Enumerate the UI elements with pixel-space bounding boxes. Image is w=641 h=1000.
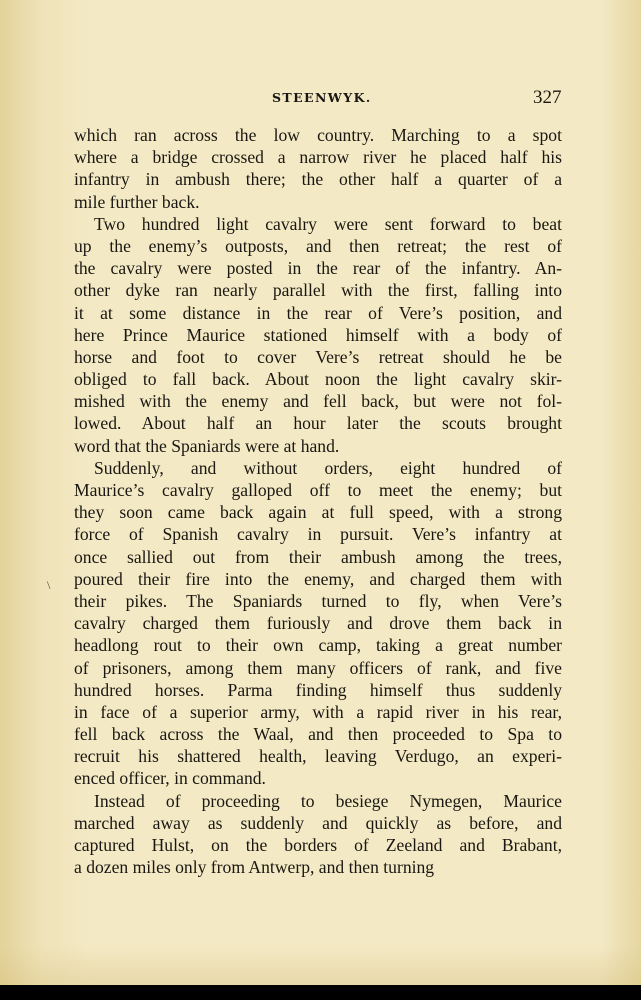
text-line: word that the Spaniards were at hand.	[74, 435, 340, 456]
scan-edge	[0, 985, 641, 1000]
body-text	[74, 124, 562, 878]
text-line: where a bridge crossed a narrow river he placed half his	[74, 147, 562, 168]
page-number: 327	[533, 87, 562, 108]
text-line: horse and foot to cover Vere’s retreat should he be	[74, 346, 562, 367]
text-line: obliged to fall back. About noon the light cavalry skir-	[74, 369, 562, 390]
text-line: they soon came back again at full speed, with a strong	[74, 502, 562, 523]
text-line: a dozen miles only from Antwerp, and then turning	[74, 857, 435, 878]
text-line: cavalry charged them furiously and drove them back in	[74, 613, 562, 634]
text-line: Suddenly, and without orders, eight hundred of	[94, 457, 562, 478]
paragraph	[74, 457, 562, 790]
text-line: recruit his shattered health, leaving Verdugo, an experi-	[74, 746, 562, 767]
page-header	[0, 88, 641, 112]
text-line: it at some distance in the rear of Vere’s position, and	[74, 302, 562, 323]
text-line: captured Hulst, on the borders of Zeeland and Brabant,	[74, 835, 562, 855]
text-line: poured their fire into the enemy, and charged them with	[74, 568, 562, 589]
text-line: other dyke ran nearly parallel with the first, falling into	[74, 280, 562, 301]
text-line: the cavalry were posted in the rear of the infantry. An-	[74, 258, 562, 279]
text-line: which ran across the low country. Marching to a spot	[74, 125, 562, 145]
paragraph	[74, 213, 562, 457]
text-line: here Prince Maurice stationed himself with a body of	[74, 324, 562, 345]
text-line: marched away as suddenly and quickly as before, and	[74, 812, 562, 833]
text-line: mished with the enemy and fell back, but were not fol-	[74, 391, 562, 412]
paragraph	[74, 124, 562, 213]
text-line: headlong rout to their own camp, taking a great number	[74, 635, 562, 656]
text-line: Maurice’s cavalry galloped off to meet the enemy; but	[74, 480, 562, 500]
text-line: of prisoners, among them many officers of rank, and five	[74, 657, 562, 678]
running-head: STEENWYK.	[272, 90, 372, 105]
text-line: hundred horses. Parma finding himself thus suddenly	[74, 679, 562, 700]
paragraph	[74, 790, 562, 879]
text-line: mile further back.	[74, 191, 200, 212]
text-line: their pikes. The Spaniards turned to fly, when Vere’s	[74, 590, 562, 611]
margin-mark: \	[47, 578, 51, 592]
text-line: in face of a superior army, with a rapid river in his rear,	[74, 701, 562, 722]
text-line: once sallied out from their ambush among the trees,	[74, 546, 562, 567]
text-line: fell back across the Waal, and then proceeded to Spa to	[74, 724, 562, 745]
text-line: lowed. About half an hour later the scouts brought	[74, 413, 562, 434]
text-line: force of Spanish cavalry in pursuit. Vere’s infantry at	[74, 524, 562, 545]
text-line: up the enemy’s outposts, and then retreat; the rest of	[74, 235, 562, 256]
text-line: Two hundred light cavalry were sent forward to beat	[94, 213, 562, 234]
text-line: enced officer, in command.	[74, 768, 266, 789]
text-line: infantry in ambush there; the other half a quarter of a	[74, 169, 562, 190]
text-line: Instead of proceeding to besiege Nymegen, Maurice	[94, 790, 562, 811]
